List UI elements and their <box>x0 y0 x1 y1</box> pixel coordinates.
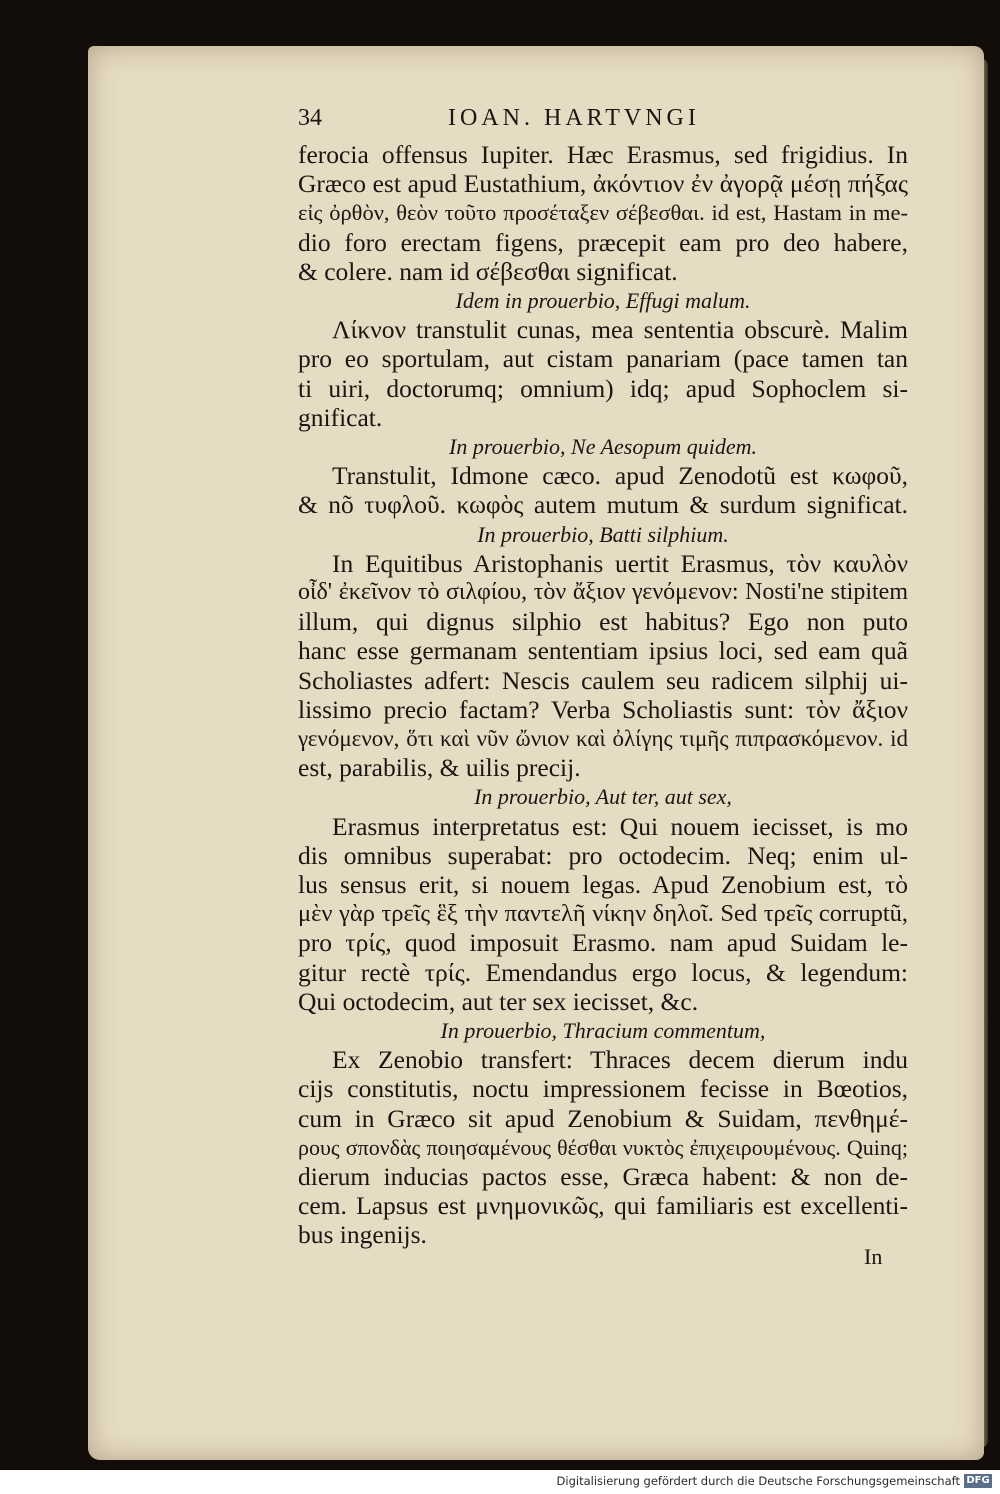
text-line: ti uiri, doctorumq; omnium) idq; apud Sophoclem si- <box>298 373 908 403</box>
paragraph-last-line: gnificat. <box>298 402 383 432</box>
text-line: μὲν γὰρ τρεῖς ἓξ τὴν παντελῆ νίκην δηλοῖ. Sed τρεῖς corruptũ, <box>298 900 908 928</box>
running-head <box>298 104 908 140</box>
section-heading: In prouerbio, Batti silphium. <box>477 521 729 547</box>
text-line: εἰς ὀρθὸν, θεὸν τοῦτο προσέταξεν σέβεσθαι. id est, Hastam in me- <box>298 200 908 226</box>
text-line: cem. Lapsus est μνημονικῶς, qui familiaris est excellenti- <box>298 1191 908 1221</box>
page-lines <box>298 140 908 1250</box>
paragraph-first-line: Erasmus interpretatus est: Qui nouem iecisset, is mo <box>332 811 908 841</box>
text-line: cum in Græco sit apud Zenobium & Suidam, πενθημέ- <box>298 1103 908 1133</box>
paragraph-last-line: est, parabilis, & uilis precij. <box>298 753 581 783</box>
running-head-title: IOAN. HARTVNGI <box>448 105 700 131</box>
paragraph-first-line: In Equitibus Aristophanis uertit Erasmus, τὸν καυλὸν <box>332 548 908 578</box>
text-line: hanc esse germanam sententiam ipsius loci, sed eam quã <box>298 636 908 666</box>
text-line: ferocia offensus Iupiter. Hæc Erasmus, sed frigidius. In <box>298 140 908 169</box>
paragraph-first-line: Λίκνον transtulit cunas, mea sententia obscurè. Malim <box>332 315 908 345</box>
text-block <box>298 104 908 1250</box>
paragraph-last-line: Qui octodecim, aut ter sex iecisset, &c. <box>298 986 699 1016</box>
text-line: pro τρίς, quod imposuit Erasmo. nam apud Suidam le- <box>298 928 908 958</box>
paragraph-last-line: bus ingenijs. <box>298 1220 427 1250</box>
text-line: gitur rectè τρίς. Emendandus ergo locus, & legendum: <box>298 957 908 987</box>
text-line: Scholiastes adfert: Nescis caulem seu radicem silphij ui- <box>298 665 908 695</box>
text-line: cijs constitutis, noctu impressionem fecisse in Bœotios, <box>298 1074 908 1104</box>
section-heading: Idem in prouerbio, Effugi malum. <box>455 288 751 314</box>
text-line: dio foro erectam figens, præcepit eam pro deo habere, <box>298 227 908 257</box>
paragraph-first-line: Ex Zenobio transfert: Thraces decem dierum indu <box>332 1045 908 1075</box>
text-line: Græco est apud Eustathium, ἀκόντιον ἐν ἀγορᾷ μέσῃ πήξας <box>298 169 908 199</box>
paragraph-last-line: & colere. nam id σέβεσθαι significat. <box>298 256 678 286</box>
text-line: γενόμενον, ὅτι καὶ νῦν ὤνιον καὶ ὀλίγης τιμῆς πιπρασκόμενον. id <box>298 726 908 752</box>
text-line: illum, qui dignus silphio est habitus? Ego non puto <box>298 607 908 637</box>
page-number: 34 <box>298 105 322 131</box>
text-line: lissimo precio factam? Verba Scholiastis sunt: τὸν ἄξιον <box>298 694 908 724</box>
section-heading: In prouerbio, Ne Aesopum quidem. <box>449 434 757 460</box>
funding-credit: Digitalisierung gefördert durch die Deutsche Forschungsgemeinschaft <box>556 1474 960 1488</box>
text-line: pro eo sportulam, aut cistam panariam (pace tamen tan <box>298 344 908 374</box>
catchword: In <box>864 1244 883 1269</box>
text-line: & nõ τυφλοῦ. κωφὸς autem mutum & surdum significat. <box>298 490 908 520</box>
paragraph-first-line: Transtulit, Idmone cæco. apud Zenodotũ est κωφοῦ, <box>332 461 908 491</box>
section-heading: In prouerbio, Aut ter, aut sex, <box>474 784 732 810</box>
section-heading: In prouerbio, Thracium commentum, <box>440 1018 766 1044</box>
footer-bar <box>0 1470 1000 1494</box>
text-line: ρους σπονδὰς ποιησαμένους θέσθαι νυκτὸς ἐπιχειρουμένους. Quinq; <box>298 1134 908 1160</box>
text-line: οἶδ' ἐκεῖνον τὸ σιλφίου, τὸν ἄξιον γενόμενον: Nosti'ne stipitem <box>298 579 908 605</box>
text-line: dis omnibus superabat: pro octodecim. Neq; enim ul- <box>298 840 908 870</box>
dfg-logo: DFG <box>964 1474 992 1488</box>
text-line: lus sensus erit, si nouem legas. Apud Zenobium est, τὸ <box>298 870 908 900</box>
text-line: dierum inducias pactos esse, Græca habent: & non de- <box>298 1162 908 1192</box>
